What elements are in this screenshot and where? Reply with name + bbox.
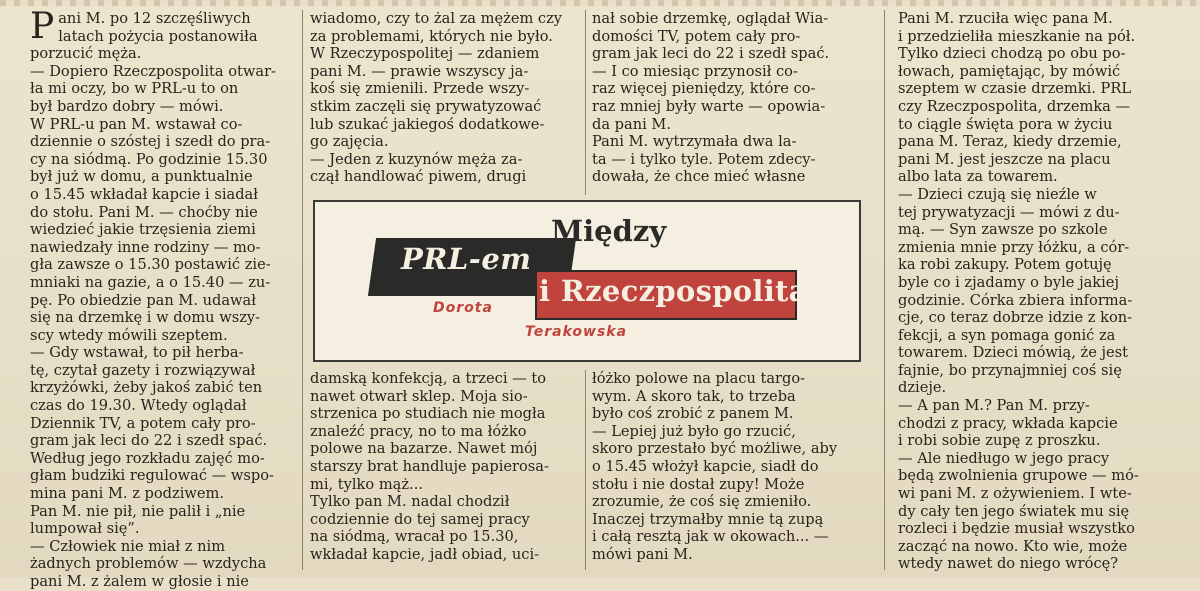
column-4-text: Pani M. rzuciła więc pana M. i przedzieliła mieszkanie na pół. Tylko dzieci chodzą po obu po- łowach, pamiętając, by mówić szeptem w czasie drzemki. PRL czy Rzeczpospolita, drzemka — to ciągle święta pora w życiu pana M. Teraz, kiedy drzemie, pani M. jest jeszcze na placu albo lata za towarem. — Dzieci czują się nieźle w tej prywatyzacji — mówi z du- mą. — Syn zawsze po szkole zmienia mnie przy łóżku, a cór- ka robi zakupy. Potem gotuję byle co i zjadamy o byle jakiej godzinie. Córka zbiera informa- cje, co teraz dobrze idzie z kon- fekcji, a syn pomaga gonić za towarem. Dzieci mówią, że jest fajnie, bo przynajmniej coś się dzieje. — A pan M.? Pan M. przy- chodzi z pracy, wkłada kapcie i robi sobie zupę z proszku. — Ale niedługo w jego pracy będą zwolnienia grupowe — mó- wi pani M. z ożywieniem. I wte- dy cały ten jego światek mu się rozleci i będzie musiał wszystko zacząć na nowo. Kto wie, może wtedy nawet do niego wrócę?	[898, 10, 1139, 573]
torn-top-edge	[0, 0, 1200, 6]
column-rule	[585, 10, 586, 195]
drop-cap: P	[30, 6, 55, 47]
column-2-top-text: wiadomo, czy to żal za mężem czy za problemami, których nie było. W Rzeczypospolitej — zdaniem pani M. — prawie wszyscy ja- koś się zmienili. Przede wszy- stkim zaczęli się prywatyzować lub szukać jakiegoś dodatkowe- go zajęcia. — Jeden z kuzynów męża za- czął handlować piwem, drugi	[310, 10, 563, 186]
headline-black-text: PRL-em	[401, 242, 532, 276]
column-3-bottom-text: łóżko polowe na placu targo- wym. A skoro tak, to trzeba było coś zrobić z panem M. — Lepiej już było go rzucić, skoro przestało być możliwe, aby o 15.45 włożył kapcie, siadł do stołu i nie dostał zupy! Może zrozumie, że coś się zmieniło. Inaczej trzymałby mnie tą zupą i całą resztą jak w okowach... — mówi pani M.	[592, 370, 838, 563]
column-2-bottom	[310, 370, 578, 564]
column-4	[898, 10, 1180, 573]
headline-red-text: i Rzeczpospolitą	[539, 274, 808, 308]
author-last-name: Terakowska	[525, 324, 628, 340]
column-3-top-text: nał sobie drzemkę, oglądał Wia- domości TV, potem cały pro- gram jak leci do 22 i szedł spać. — I co miesiąc przynosił co- raz więcej pieniędzy, które co- raz mniej były warte — opowia- da pani M. Pani M. wytrzymała dwa la- ta — i tylko tyle. Potem zdecy- dowała, że chce mieć własne	[592, 10, 830, 186]
column-3-top	[592, 10, 862, 186]
column-2-bottom-text: damską konfekcją, a trzeci — to nawet otwarł sklep. Moja sio- strzenica po studiach nie mogła znaleźć pracy, no to ma łóżko polowe na bazarze. Nawet mój starszy brat handluje papierosa- mi, tylko mąż... Tylko pan M. nadal chodził codziennie do tej samej pracy na siódmą, wracał po 15.30, wkładał kapcie, jadł obiad, uci-	[310, 370, 549, 563]
column-1	[30, 6, 295, 591]
column-rule	[585, 370, 586, 570]
column-rule	[884, 10, 885, 570]
column-3-bottom	[592, 370, 862, 564]
column-2-top	[310, 10, 578, 186]
headline-dark-text: Między	[551, 214, 667, 248]
author-first-name: Dorota	[433, 300, 493, 316]
column-rule	[302, 10, 303, 570]
column-1-text: ani M. po 12 szczęśliwych latach pożycia postanowiła porzucić męża. — Dopiero Rzeczpospolita otwar- ła mi oczy, bo w PRL-u to on był bardzo dobry — mówi. W PRL-u pan M. wstawał co- dziennie o szóstej i szedł do pra- cy na siódmą. Po godzinie 15.30 był już w domu, a punktualnie o 15.45 wkładał kapcie i siadał do stołu. Pani M. — choćby nie wiedzieć jakie trzęsienia ziemi nawiedzały inne rodziny — mo- gła zawsze o 15.30 postawić zie- mniaki na gazie, a o 15.40 — zu- pę. Po obiedzie pan M. udawał się na drzemkę i w domu wszy- scy wtedy mówili szeptem. — Gdy wstawał, to pił herba- tę, czytał gazety i rozwiązywał krzyżówki, żeby jakoś zabić ten czas do 19.30. Wtedy oglądał Dziennik TV, a potem cały pro- gram jak leci do 22 i szedł spać. Według jego rozkładu zajęć mo- głam budziki regulować — wspo- mina pani M. z podziwem. Pan M. nie pił, nie palił i „nie lumpował się”. — Człowiek nie miał z nim żadnych problemów — wzdycha pani M. z żalem w głosie i nie	[30, 10, 276, 590]
headline-box	[313, 200, 861, 362]
